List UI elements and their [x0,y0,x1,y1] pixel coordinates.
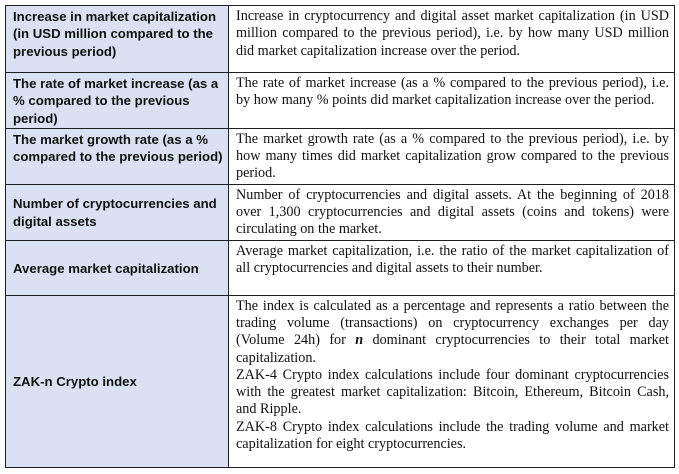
table-row [6,240,675,295]
definition-text: dominant cryptocurrencies to their total market capitalization. [236,332,670,366]
table-row [6,6,675,73]
definition-text: The index is calculated as a percentage and represents a ratio between the trading volume (transactions) on cryptocurrency exchanges per day (Volume 24h) for [236,297,669,349]
definition-cell: Increase in cryptocurrency and digital asset market capitalization (in USD million compared to the previous period), i.e. by how many USD million did market capitalization increase over the period. [229,6,675,73]
table-row [6,73,675,129]
definition-paragraph: ZAK-4 Crypto index calculations include four dominant cryptocurrencies with the greatest market capitalization: Bitcoin, Ethereum, Bitcoin Cash, and Ripple. [236,366,669,418]
table-row [6,295,675,467]
definition-cell [229,295,675,467]
definition-paragraph [236,298,669,367]
definition-cell: Average market capitalization, i.e. the ratio of the market capitalization of all cryptocurrencies and digital assets to their number. [229,240,675,295]
definition-cell: The rate of market increase (as a % compared to the previous period), i.e. by how many % points did market capitalization increase over the period. [229,73,675,129]
variable-n: n [355,332,364,349]
term-cell: The market growth rate (as a % compared to the previous period) [6,128,229,184]
definitions-table [5,5,675,468]
definition-cell: Number of cryptocurrencies and digital assets. At the beginning of 2018 over 1,300 cryptocurrencies and digital assets (coins and tokens) were circulating on the market. [229,184,675,240]
term-cell: Increase in market capitalization (in USD million compared to the previous period) [6,6,229,73]
term-cell: The rate of market increase (as a % compared to the previous period) [6,73,229,129]
term-cell: Number of cryptocurrencies and digital assets [6,184,229,240]
definition-paragraph: ZAK-8 Crypto index calculations include the trading volume and market capitalization for eight cryptocurrencies. [236,418,669,453]
definition-cell: The market growth rate (as a % compared to the previous period), i.e. by how many times did market capitalization grow compared to the previous period. [229,128,675,184]
table-row [6,128,675,184]
term-cell: Average market capitalization [6,240,229,295]
table-row [6,184,675,240]
term-cell: ZAK-n Crypto index [6,295,229,467]
